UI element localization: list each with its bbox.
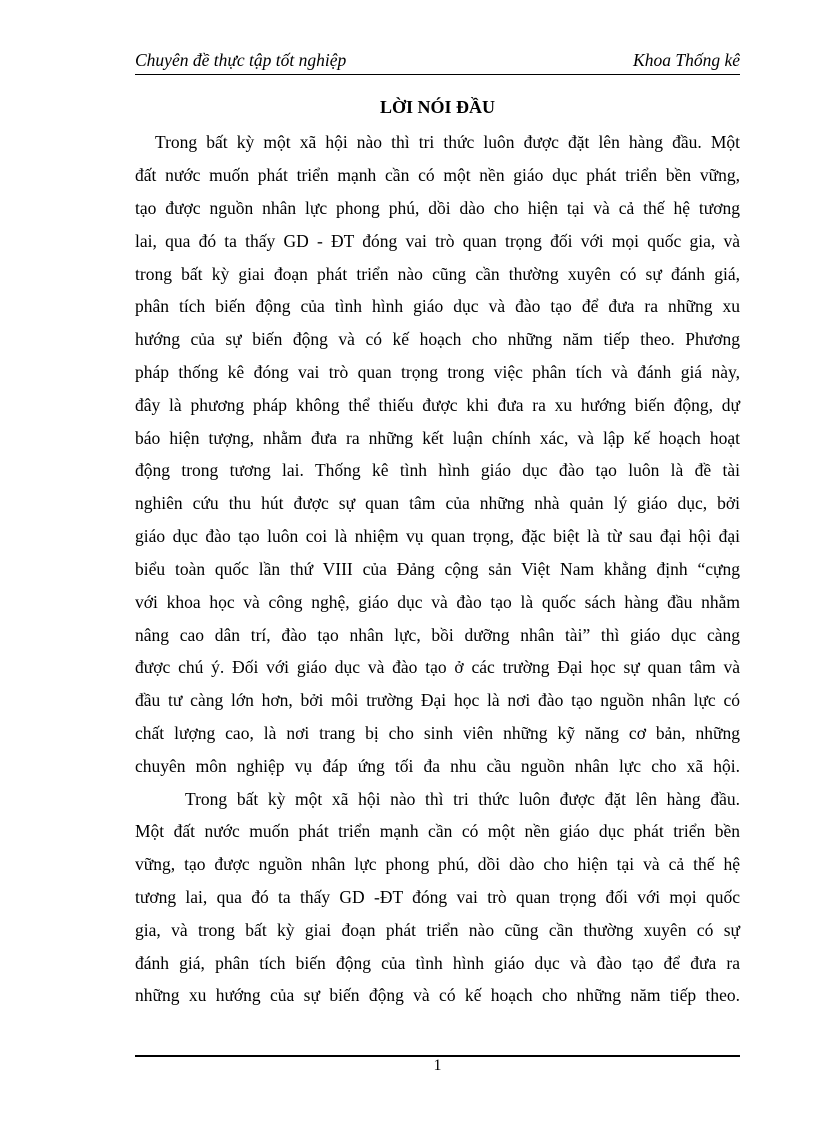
paragraph-1-line: đây là phương pháp không thể thiếu được khi đưa ra xu hướng biến động, dự [135, 395, 740, 415]
paragraph-2-line: vững, tạo được nguồn nhân lực phong phú, dồi dào cho hiện tại và cả thế hệ [135, 854, 740, 874]
paragraph-2-line: đánh giá, phân tích biến động của tình hình giáo dục và đào tạo để đưa ra [135, 953, 740, 973]
paragraph-1-line: đầu tư càng lớn hơn, bởi môi trường Đại học là nơi đào tạo nguồn nhân lực có [135, 690, 740, 710]
document-title: LỜI NÓI ĐẦU [379, 97, 495, 117]
paragraph-1-line: Trong bất kỳ một xã hội nào thì tri thức luôn được đặt lên hàng đầu. Một [155, 132, 740, 152]
paragraph-2-line: những xu hướng của sự biến động và có kế hoạch cho những năm tiếp theo. [135, 985, 740, 1005]
page-header [135, 48, 740, 75]
paragraph-1-line: lai, qua đó ta thấy GD - ĐT đóng vai trò quan trọng đối với mọi quốc gia, và [135, 231, 740, 251]
paragraph-1-line: chất lượng cao, là nơi trang bị cho sinh viên những kỹ năng cơ bản, những [135, 723, 740, 743]
paragraph-1-line: báo hiện tượng, nhằm đưa ra những kết luận chính xác, và lập kế hoạch hoạt [135, 428, 740, 448]
paragraph-1-line: hướng của sự biến động và có kế hoạch cho những năm tiếp theo. Phương [135, 329, 740, 349]
header-left-text: Chuyên đề thực tập tốt nghiệp [135, 50, 347, 70]
paragraph-1-line: phân tích biến động của tình hình giáo dục và đào tạo để đưa ra những xu [135, 296, 740, 316]
paragraph-1-line: động trong tương lai. Thống kê tình hình giáo dục đào tạo luôn là đề tài [135, 460, 740, 480]
paragraph-1-line: giáo dục đào tạo luôn coi là nhiệm vụ quan trọng, đặc biệt là từ sau đại hội đại [135, 526, 740, 546]
page-number: 1 [433, 1057, 442, 1074]
paragraph-1-line: được chú ý. Đối với giáo dục và đào tạo ở các trường Đại học sự quan tâm và [135, 657, 740, 677]
paragraph-1-line: với khoa học và công nghệ, giáo dục và đào tạo là quốc sách hàng đầu nhằm [135, 592, 740, 612]
paragraph-2-line: gia, và trong bất kỳ giai đoạn phát triển nào cũng cần thường xuyên có sự [135, 920, 740, 940]
paragraph-1-line: tạo được nguồn nhân lực phong phú, dồi dào cho hiện tại và cả thế hệ tương [135, 198, 740, 218]
paragraph-2-line: Một đất nước muốn phát triển mạnh cần có một nền giáo dục phát triển bền [135, 821, 740, 841]
paragraph-1-line: biểu toàn quốc lần thứ VIII của Đảng cộng sản Việt Nam khẳng định “cựng [135, 559, 740, 579]
paragraph-1-line: nghiên cứu thu hút được sự quan tâm của những nhà quản lý giáo dục, bởi [135, 493, 740, 513]
header-right-text: Khoa Thống kê [633, 50, 740, 70]
paragraph-1-line: nâng cao dân trí, đào tạo nhân lực, bồi dưỡng nhân tài” thì giáo dục càng [135, 625, 740, 645]
paragraph-2-line: Trong bất kỳ một xã hội nào thì tri thức luôn được đặt lên hàng đầu. [185, 789, 740, 809]
paragraph-1-line: chuyên môn nghiệp vụ đáp ứng tối đa nhu cầu nguồn nhân lực cho xã hội. [135, 756, 740, 776]
paragraph-2-line: tương lai, qua đó ta thấy GD -ĐT đóng vai trò quan trọng đối với mọi quốc [135, 887, 740, 907]
paragraph-1-line: trong bất kỳ giai đoạn phát triển nào cũng cần thường xuyên có sự đánh giá, [135, 264, 740, 284]
paragraph-1-line: pháp thống kê đóng vai trò quan trọng trong việc phân tích và đánh giá này, [135, 362, 740, 382]
paragraph-1-line: đất nước muốn phát triển mạnh cần có một nền giáo dục phát triển bền vững, [135, 165, 740, 185]
